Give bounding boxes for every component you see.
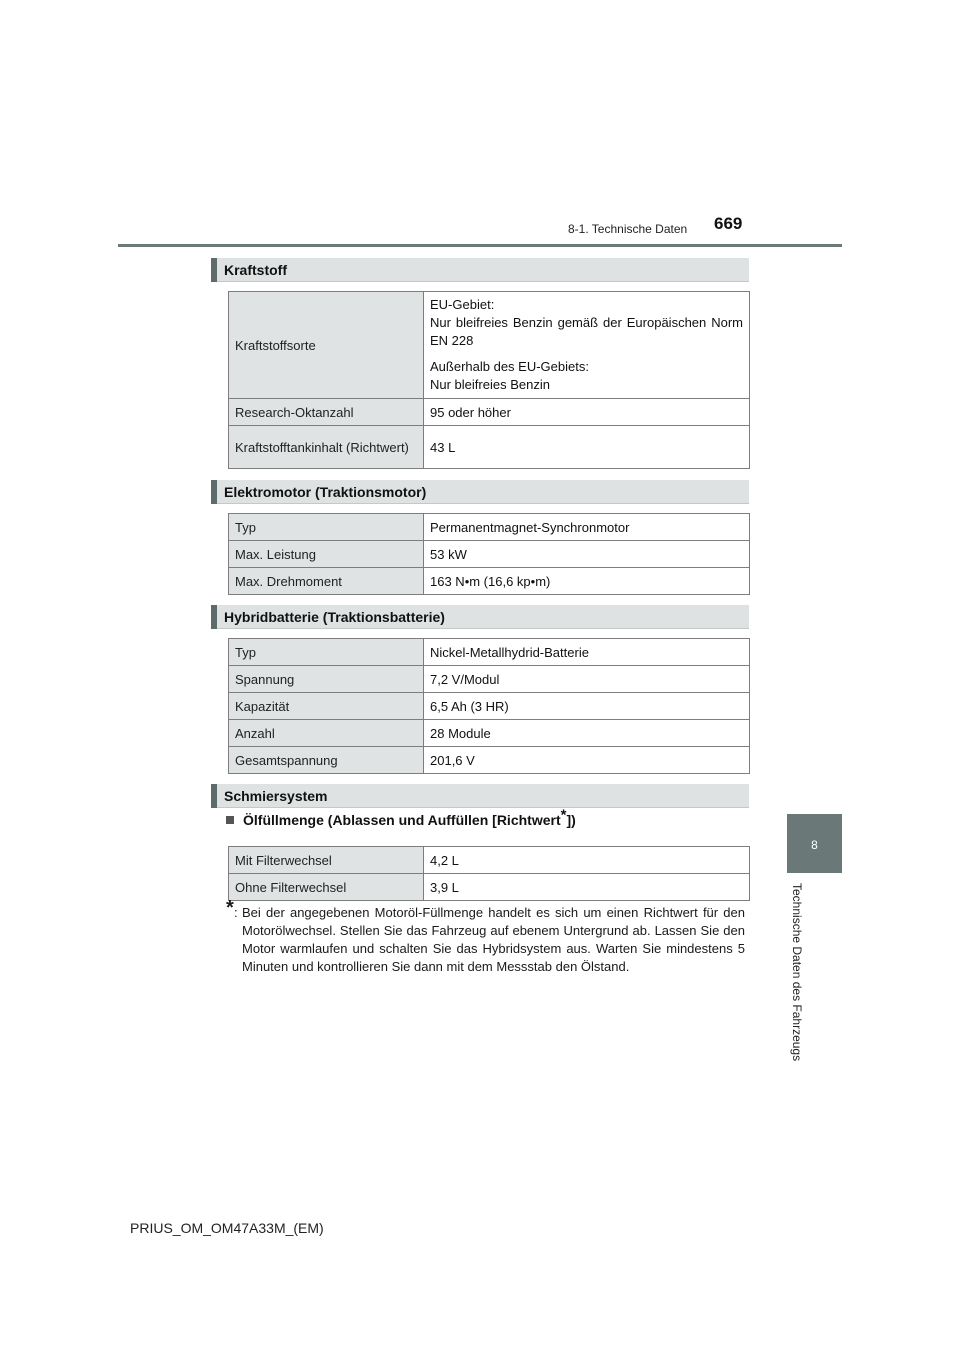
row-value: 95 oder höher: [424, 399, 750, 426]
table-elektromotor: [228, 513, 750, 595]
row-label: Anzahl: [229, 720, 424, 747]
table-row: [229, 693, 750, 720]
row-label: Typ: [229, 639, 424, 666]
row-value: Nickel-Metallhydrid-Batterie: [424, 639, 750, 666]
value-line: Außerhalb des EU-Gebiets:: [430, 359, 589, 374]
subheading-text: Ölfüllmenge (Ablassen und Auffüllen [Richtwert: [243, 812, 561, 828]
value-line: Nur bleifreies Benzin gemäß der Europäischen Norm EN 228: [430, 315, 743, 348]
value-line: EU-Gebiet:: [430, 297, 495, 312]
row-label: Spannung: [229, 666, 424, 693]
section-title: Schmiersystem: [224, 788, 328, 804]
page-number: 669: [714, 214, 743, 233]
table-row: [229, 720, 750, 747]
table-row: [229, 514, 750, 541]
row-value: 43 L: [424, 426, 750, 469]
row-label: Research-Oktanzahl: [229, 399, 424, 426]
row-label: Typ: [229, 514, 424, 541]
header-rule: [118, 244, 842, 247]
footnote-mark: *: [226, 897, 234, 919]
table-row: [229, 666, 750, 693]
table-row: [229, 541, 750, 568]
footnote-text: Bei der angegebenen Motoröl-Füllmenge handelt es sich um einen Richtwert für den Motorölwechsel. Stellen Sie das Fahrzeug auf ebenem Untergrund ab. Lassen Sie den Motor warmlaufen und schalten Sie das Hybridsystem aus. Warten Sie mindestens 5 Minuten und kontrollieren Sie dann mit dem Messstab den Ölstand.: [242, 905, 745, 974]
row-label: Kraftstoffsorte: [229, 292, 424, 399]
row-value: 6,5 Ah (3 HR): [424, 693, 750, 720]
row-value: 163 N•m (16,6 kp•m): [424, 568, 750, 595]
row-label: Kapazität: [229, 693, 424, 720]
document-id: PRIUS_OM_OM47A33M_(EM): [130, 1220, 324, 1236]
row-label: Max. Leistung: [229, 541, 424, 568]
table-row: [229, 399, 750, 426]
row-value: 7,2 V/Modul: [424, 666, 750, 693]
footnote: [226, 897, 745, 976]
section-header-kraftstoff: [211, 258, 749, 282]
square-bullet-icon: [226, 816, 234, 824]
row-label: Gesamtspannung: [229, 747, 424, 774]
section-header-schmiersystem: [211, 784, 749, 808]
row-value: 28 Module: [424, 720, 750, 747]
subheading-end: ]): [566, 812, 576, 828]
row-value: 201,6 V: [424, 747, 750, 774]
footnote-colon: :: [234, 905, 238, 920]
section-header-elektromotor: [211, 480, 749, 504]
header-section-title: 8-1. Technische Daten: [568, 222, 688, 236]
chapter-label: Technische Daten des Fahrzeugs: [790, 883, 804, 1062]
row-value: Permanentmagnet-Synchronmotor: [424, 514, 750, 541]
row-value: [424, 292, 750, 399]
table-row: [229, 292, 750, 399]
row-label: Kraftstofftankinhalt (Richtwert): [229, 426, 424, 469]
section-header-hybridbatterie: [211, 605, 749, 629]
row-value: 53 kW: [424, 541, 750, 568]
table-row: [229, 874, 750, 901]
row-value: 3,9 L: [424, 874, 750, 901]
footnote-reference: *: [560, 806, 567, 824]
section-title: Kraftstoff: [224, 262, 287, 278]
section-title: Elektromotor (Traktionsmotor): [224, 484, 427, 500]
table-row: [229, 568, 750, 595]
chapter-tab: [787, 814, 842, 873]
oil-capacity-subheading: [226, 806, 576, 828]
table-row: [229, 847, 750, 874]
row-label: Mit Filterwechsel: [229, 847, 424, 874]
table-hybridbatterie: [228, 638, 750, 774]
table-row: [229, 639, 750, 666]
row-label: Max. Drehmoment: [229, 568, 424, 595]
table-schmiersystem: [228, 846, 750, 901]
row-label: Ohne Filterwechsel: [229, 874, 424, 901]
section-title: Hybridbatterie (Traktionsbatterie): [224, 609, 445, 625]
row-value: 4,2 L: [424, 847, 750, 874]
table-row: [229, 747, 750, 774]
value-line: Nur bleifreies Benzin: [430, 377, 550, 392]
chapter-number: 8: [811, 838, 818, 852]
table-kraftstoff: [228, 291, 750, 469]
table-row: [229, 426, 750, 469]
